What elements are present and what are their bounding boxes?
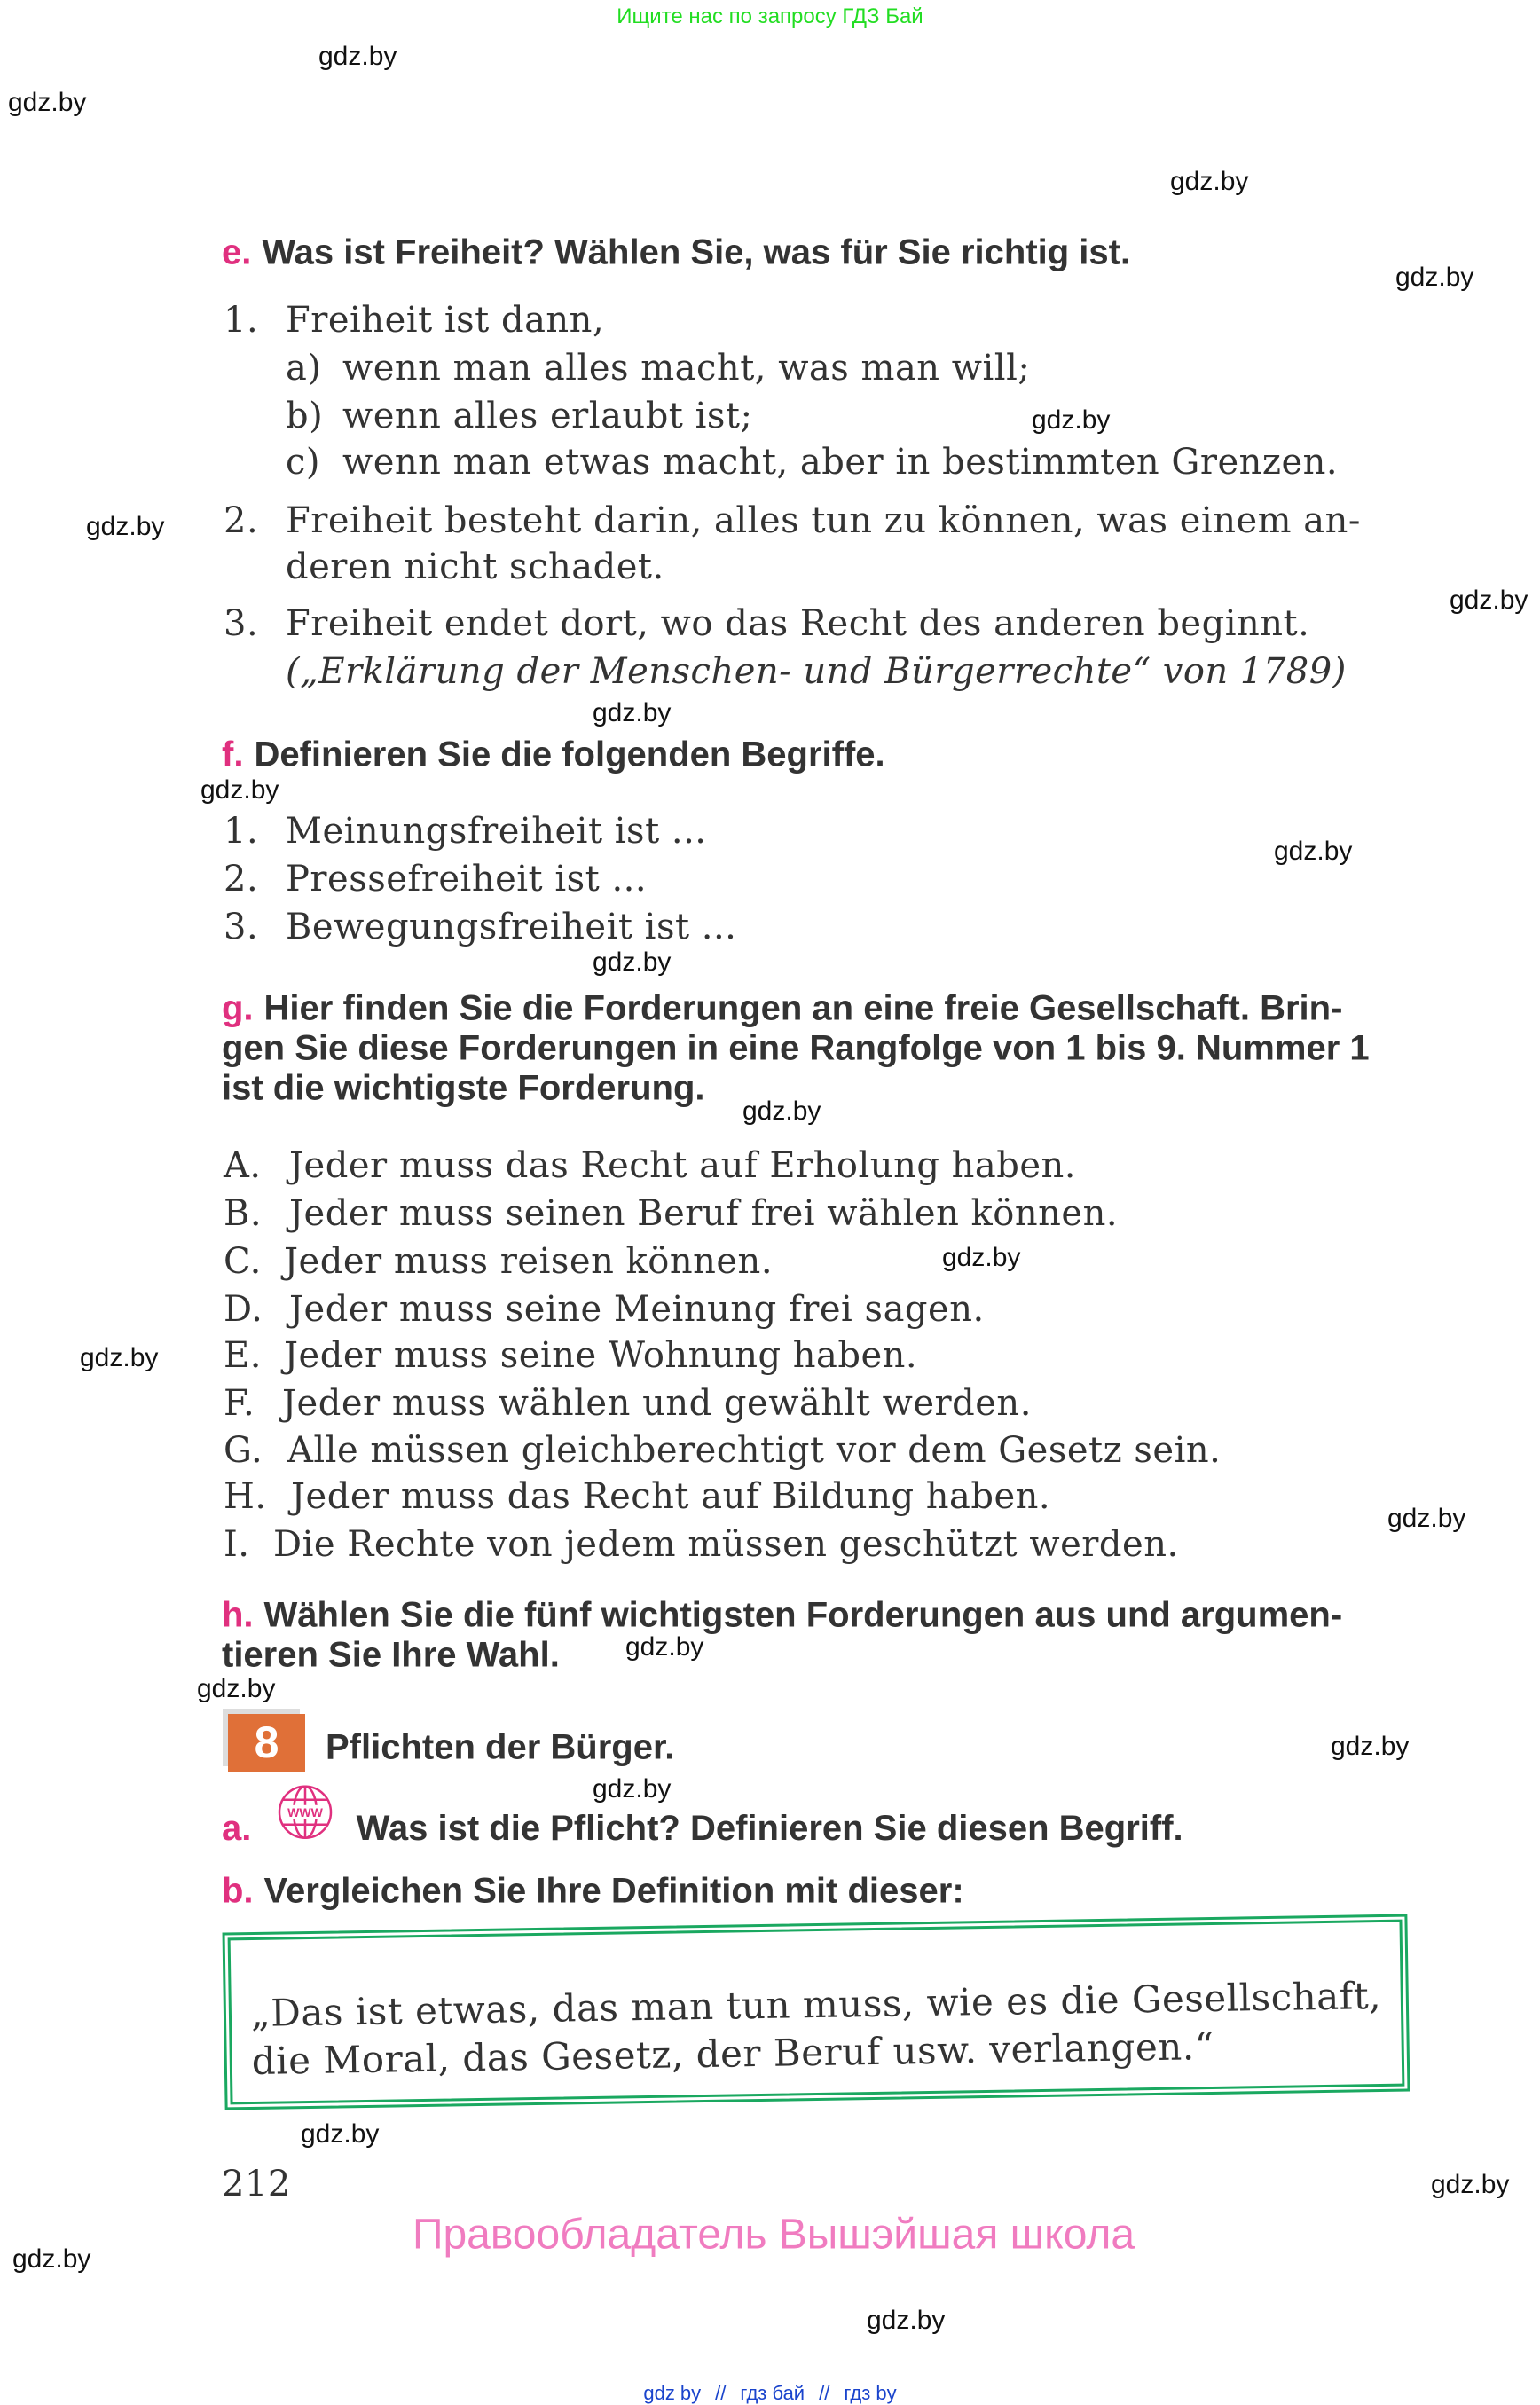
page-number: 212 — [222, 2164, 291, 2205]
footer-separator: // — [715, 2382, 727, 2404]
quote-line: die Moral, das Gesetz, der Beruf usw. verlangen.“ — [251, 2024, 1214, 2083]
watermark: gdz.by — [1274, 837, 1353, 866]
task-f-heading — [222, 735, 885, 775]
list-item — [286, 396, 752, 436]
watermark: gdz.by — [8, 88, 87, 117]
item-number: 2. — [224, 859, 259, 900]
task-letter: g. — [222, 988, 254, 1028]
source-citation: („Erklärung der Menschen- und Bürgerrechte“ von 1789) — [286, 651, 1347, 692]
footer-link[interactable]: gdz by — [643, 2382, 702, 2404]
item-letter: F. — [224, 1383, 255, 1424]
footer-link[interactable]: гдз бай — [740, 2382, 805, 2404]
item-text: Die Rechte von jedem müssen geschützt werden. — [273, 1524, 1179, 1565]
list-item — [224, 300, 604, 341]
watermark: gdz.by — [1431, 2170, 1510, 2199]
task-h-heading — [222, 1596, 1342, 1636]
item-number: 1. — [224, 300, 259, 341]
watermark: gdz.by — [80, 1343, 159, 1372]
item-letter: H. — [224, 1476, 267, 1517]
task-letter: a. — [222, 1808, 252, 1848]
task-title: Was ist die Pflicht? Definieren Sie diesen Begriff. — [356, 1808, 1183, 1848]
list-item — [224, 1145, 1076, 1186]
watermark: gdz.by — [625, 1632, 704, 1662]
list-item — [224, 1193, 1118, 1234]
list-item — [224, 1335, 917, 1376]
item-letter: C. — [224, 1241, 262, 1282]
item-number: 3. — [224, 603, 259, 644]
search-banner: Ищите нас по запросу ГДЗ Бай — [617, 4, 923, 28]
definition-quote-box — [223, 1914, 1410, 2110]
item-text: Jeder muss seinen Beruf frei wählen können. — [289, 1193, 1119, 1234]
item-text: Meinungsfreiheit ist ... — [286, 811, 707, 852]
task-title: Was ist Freiheit? Wählen Sie, was für Sie richtig ist. — [262, 232, 1131, 272]
task-title-line: tieren Sie Ihre Wahl. — [222, 1635, 560, 1675]
list-item — [224, 603, 1309, 644]
list-item — [224, 811, 707, 852]
task-title-line: ist die wichtigste Forderung. — [222, 1068, 705, 1108]
item-number: b) — [286, 396, 324, 436]
item-number: c) — [286, 442, 321, 483]
list-item — [224, 907, 736, 947]
list-item — [286, 442, 1338, 483]
item-number: a) — [286, 348, 322, 389]
list-item — [224, 859, 647, 900]
watermark: gdz.by — [197, 1674, 276, 1703]
task-a-heading — [222, 1805, 1183, 1850]
watermark: gdz.by — [867, 2306, 946, 2335]
watermark: gdz.by — [1032, 405, 1111, 435]
watermark: gdz.by — [593, 698, 672, 727]
watermark: gdz.by — [301, 2119, 380, 2149]
item-text: Freiheit endet dort, wo das Recht des anderen beginnt. — [286, 603, 1310, 644]
list-item — [224, 1524, 1179, 1565]
task-title: Definieren Sie die folgenden Begriffe. — [254, 735, 885, 774]
task-title-line: gen Sie diese Forderungen in eine Rangfolge von 1 bis 9. Nummer 1 — [222, 1028, 1370, 1068]
task-e-heading — [222, 233, 1130, 273]
item-number: 2. — [224, 500, 259, 541]
item-text: wenn man alles macht, was man will; — [342, 348, 1031, 389]
item-text: Freiheit ist dann, — [286, 300, 605, 341]
task-title: Hier finden Sie die Forderungen an eine freie Gesellschaft. Brin- — [263, 988, 1343, 1028]
list-item — [224, 1383, 1032, 1424]
watermark: gdz.by — [1331, 1732, 1410, 1761]
watermark: gdz.by — [593, 947, 672, 977]
www-globe-icon — [277, 1784, 334, 1850]
watermark: gdz.by — [742, 1096, 821, 1126]
item-text: Jeder muss reisen können. — [284, 1241, 774, 1282]
watermark: gdz.by — [1170, 167, 1249, 196]
item-text: wenn man etwas macht, aber in bestimmten Grenzen. — [342, 442, 1339, 483]
task-title: Vergleichen Sie Ihre Definition mit dieser: — [263, 1871, 964, 1911]
list-item-continuation: deren nicht schadet. — [286, 546, 664, 587]
list-item — [224, 1241, 773, 1282]
item-text: Jeder muss wählen und gewählt werden. — [282, 1383, 1032, 1424]
svg-text:WWW: WWW — [287, 1805, 324, 1820]
item-letter: E. — [224, 1335, 262, 1376]
section-title: Pflichten der Bürger. — [326, 1727, 675, 1767]
list-item — [224, 500, 1361, 541]
watermark: gdz.by — [200, 775, 279, 805]
item-text: Alle müssen gleichberechtigt vor dem Gesetz sein. — [287, 1430, 1222, 1471]
watermark: gdz.by — [593, 1774, 672, 1804]
item-letter: A. — [224, 1145, 262, 1186]
list-item — [224, 1476, 1050, 1517]
watermark: gdz.by — [942, 1243, 1021, 1272]
quote-line: „Das ist etwas, das man tun muss, wie es die Gesellschaft, — [250, 1973, 1382, 2036]
item-text: Bewegungsfreiheit ist ... — [286, 907, 737, 947]
item-text: Jeder muss seine Meinung frei sagen. — [289, 1289, 985, 1330]
item-text: Jeder muss das Recht auf Bildung haben. — [291, 1476, 1051, 1517]
list-item — [286, 348, 1030, 389]
watermark: gdz.by — [12, 2244, 91, 2274]
footer-links — [0, 2382, 1540, 2405]
watermark: gdz.by — [318, 42, 397, 71]
item-letter: D. — [224, 1289, 263, 1330]
list-item — [224, 1289, 985, 1330]
item-number: 3. — [224, 907, 259, 947]
task-b-heading — [222, 1872, 964, 1912]
item-text: Jeder muss das Recht auf Erholung haben. — [289, 1145, 1077, 1186]
footer-link[interactable]: гдз by — [844, 2382, 897, 2404]
item-text: wenn alles erlaubt ist; — [342, 396, 753, 436]
item-text: Pressefreiheit ist ... — [286, 859, 648, 900]
task-g-heading — [222, 989, 1342, 1029]
watermark: gdz.by — [1387, 1504, 1466, 1533]
watermark: gdz.by — [86, 512, 165, 541]
item-text: Jeder muss seine Wohnung haben. — [284, 1335, 918, 1376]
task-letter: b. — [222, 1871, 254, 1911]
item-number: 1. — [224, 811, 259, 852]
task-title: Wählen Sie die fünf wichtigsten Forderungen aus und argumen- — [263, 1595, 1343, 1635]
footer-separator: // — [819, 2382, 830, 2404]
list-item — [224, 1430, 1221, 1471]
item-letter: G. — [224, 1430, 263, 1471]
item-letter: I. — [224, 1524, 250, 1565]
watermark: gdz.by — [1395, 263, 1474, 292]
item-text: Freiheit besteht darin, alles tun zu können, was einem an- — [286, 500, 1361, 541]
section-number-badge: 8 — [228, 1714, 305, 1772]
task-letter: h. — [222, 1595, 254, 1635]
watermark: gdz.by — [1450, 586, 1528, 615]
copyright-notice: Правообладатель Вышэйшая школа — [412, 2211, 1135, 2259]
task-letter: f. — [222, 735, 244, 774]
item-letter: B. — [224, 1193, 263, 1234]
task-letter: e. — [222, 232, 252, 272]
